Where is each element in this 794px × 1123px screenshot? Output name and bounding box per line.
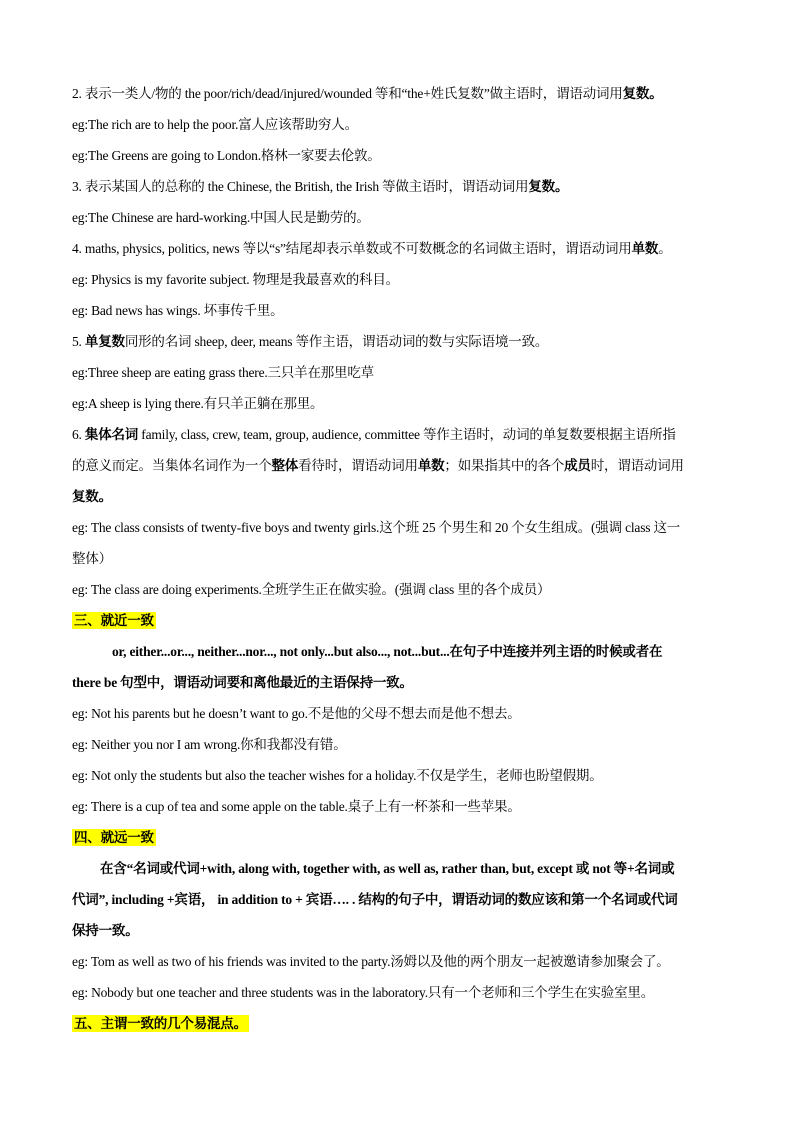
rule-3-emphasis: 复数。 — [528, 179, 569, 194]
section-heading-3-text: 三、就近一致 — [74, 613, 154, 628]
rule-7-line-2: there be 句型中，谓语动词要和离他最近的主语保持一致。 — [72, 675, 413, 690]
rule-6-text: 的意义而定。当集体名词作为一个 — [72, 458, 272, 473]
example: eg: Physics is my favorite subject. 物理是我最喜欢的科目。 — [72, 272, 399, 287]
rule-4-end: 。 — [658, 241, 672, 256]
rule-7-line-1: or, either...or..., neither...nor..., not only...but also..., not...but...在句子中连接并列主语的时候或者在 — [112, 644, 663, 659]
example: eg:A sheep is lying there.有只羊正躺在那里。 — [72, 396, 324, 411]
example: eg: There is a cup of tea and some apple on the table.桌子上有一杯茶和一些苹果。 — [72, 799, 521, 814]
rule-4-text: 4. maths, physics, politics, news 等以“s”结尾却表示单数或不可数概念的名词做主语时，谓语动词用 — [72, 241, 632, 256]
rule-6-emphasis: 整体 — [271, 458, 299, 473]
rule-4 — [72, 233, 724, 264]
rule-2-text: 2. 表示一类人/物的 the poor/rich/dead/injured/wounded 等和“the+姓氏复数”做主语时，谓语动词用 — [72, 86, 623, 101]
example: eg:The Greens are going to London.格林一家要去伦敦。 — [72, 148, 381, 163]
example: eg:The Chinese are hard-working.中国人民是勤劳的。 — [72, 210, 370, 225]
example: eg: Nobody but one teacher and three students was in the laboratory.只有一个老师和三个学生在实验室里。 — [72, 985, 655, 1000]
rule-6-text: 看待时，谓语动词用 — [298, 458, 418, 473]
rule-8-line-2: 代词”, including +宾语， in addition to + 宾语…. . 结构的句子中，谓语动词的数应该和第一个名词或代词 — [72, 892, 678, 907]
rule-3 — [72, 171, 724, 202]
rule-3-text: 3. 表示某国人的总称的 the Chinese, the British, the Irish 等做主语时，谓语动词用 — [72, 179, 529, 194]
rule-2 — [72, 78, 724, 109]
section-heading-4 — [72, 822, 724, 853]
example-continued: 整体） — [72, 551, 112, 566]
rule-5-emphasis: 单复数 — [84, 334, 125, 349]
rule-6-text: ；如果指其中的各个 — [444, 458, 565, 473]
rule-6-number: 6. — [72, 427, 85, 442]
rule-6-text: family, class, crew, team, group, audience, committee 等作主语时，动词的单复数要根据主语所指 — [138, 427, 676, 442]
rule-5-number: 5. — [72, 334, 85, 349]
section-heading-3 — [72, 605, 724, 636]
rule-6-line-1 — [72, 419, 724, 450]
section-heading-5-text: 五、主谓一致的几个易混点。 — [74, 1016, 247, 1031]
example: eg: Bad news has wings. 坏事传千里。 — [72, 303, 284, 318]
rule-5-text: 同形的名词 sheep, deer, means 等作主语，谓语动词的数与实际语境一致。 — [124, 334, 549, 349]
example: eg:The rich are to help the poor.富人应该帮助穷人。 — [72, 117, 358, 132]
example: eg:Three sheep are eating grass there.三只羊在那里吃草 — [72, 365, 374, 380]
example: eg: Not only the students but also the teacher wishes for a holiday.不仅是学生，老师也盼望假期。 — [72, 768, 603, 783]
section-heading-4-text: 四、就远一致 — [74, 830, 154, 845]
example: eg: Tom as well as two of his friends was invited to the party.汤姆以及他的两个朋友一起被邀请参加聚会了。 — [72, 954, 670, 969]
section-heading-5 — [72, 1008, 724, 1039]
rule-2-emphasis: 复数。 — [622, 86, 663, 101]
example: eg: The class are doing experiments.全班学生正在做实验。(强调 class 里的各个成员） — [72, 582, 551, 597]
rule-6-emphasis: 成员 — [564, 458, 591, 473]
example: eg: The class consists of twenty-five boys and twenty girls.这个班 25 个男生和 20 个女生组成。(强调 class 这一 — [72, 520, 681, 535]
rule-6-emphasis: 单数 — [417, 458, 445, 473]
rule-6-term: 集体名词 — [84, 427, 139, 442]
rule-6-line-2 — [72, 450, 724, 481]
example: eg: Not his parents but he doesn’t want to go.不是他的父母不想去而是他不想去。 — [72, 706, 521, 721]
rule-8-line-1: 在含“名词或代词+with, along with, together with, as well as, rather than, but, except 或 not 等+名词或 — [100, 861, 675, 876]
rule-8-line-3: 保持一致。 — [72, 923, 139, 938]
document-page — [72, 78, 724, 1039]
example: eg: Neither you nor I am wrong.你和我都没有错。 — [72, 737, 347, 752]
rule-6-line-3: 复数。 — [72, 489, 112, 504]
rule-6-text: 时，谓语动词用 — [590, 458, 684, 473]
rule-4-emphasis: 单数 — [631, 241, 659, 256]
rule-5 — [72, 326, 724, 357]
